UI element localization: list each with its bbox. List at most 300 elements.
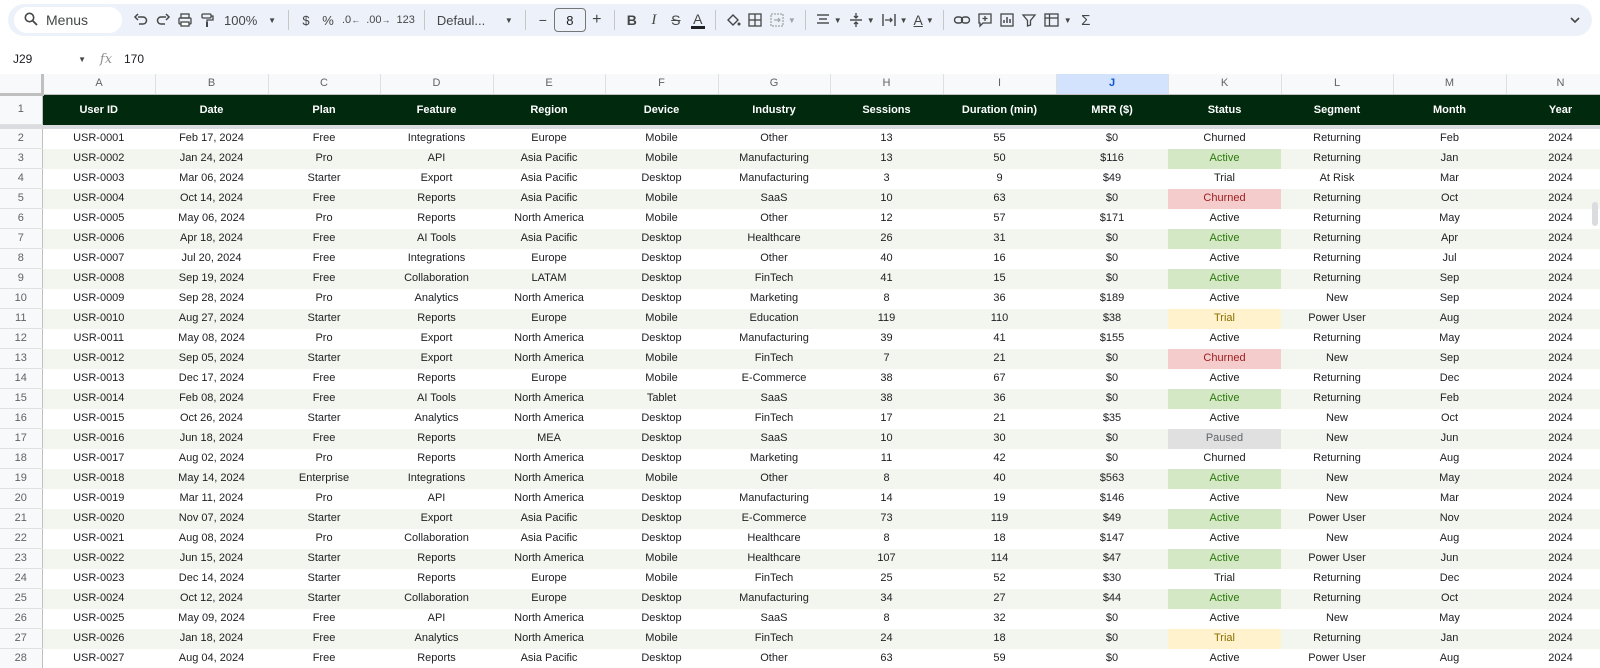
data-cell[interactable]: Desktop (605, 529, 718, 549)
data-cell[interactable]: Healthcare (718, 229, 830, 249)
data-cell[interactable]: Returning (1281, 149, 1393, 169)
data-cell[interactable]: Jun (1393, 549, 1506, 569)
data-cell[interactable]: New (1281, 409, 1393, 429)
data-cell[interactable]: 2024 (1506, 189, 1600, 209)
data-cell[interactable]: Nov (1393, 509, 1506, 529)
data-cell[interactable]: Mobile (605, 209, 718, 229)
status-cell[interactable]: Active (1168, 609, 1281, 629)
data-cell[interactable]: 119 (830, 309, 943, 329)
column-header-b[interactable]: B (155, 74, 268, 94)
header-cell[interactable]: Feature (380, 94, 493, 125)
data-cell[interactable]: Dec 17, 2024 (155, 369, 268, 389)
data-cell[interactable]: Mobile (605, 369, 718, 389)
data-cell[interactable]: 8 (830, 529, 943, 549)
data-cell[interactable]: USR-0014 (42, 389, 155, 409)
data-cell[interactable]: Free (268, 649, 380, 668)
text-rotation-button[interactable] (911, 7, 937, 33)
data-cell[interactable]: New (1281, 349, 1393, 369)
data-cell[interactable]: 67 (943, 369, 1056, 389)
status-cell[interactable]: Active (1168, 229, 1281, 249)
data-cell[interactable]: 7 (830, 349, 943, 369)
data-cell[interactable]: North America (493, 349, 605, 369)
status-cell[interactable]: Churned (1168, 189, 1281, 209)
data-cell[interactable]: Mar 11, 2024 (155, 489, 268, 509)
data-cell[interactable]: Power User (1281, 309, 1393, 329)
data-cell[interactable]: Europe (493, 369, 605, 389)
data-cell[interactable]: 38 (830, 389, 943, 409)
data-cell[interactable]: 9 (943, 169, 1056, 189)
data-cell[interactable]: 36 (943, 389, 1056, 409)
data-cell[interactable]: 3 (830, 169, 943, 189)
horizontal-align-icon[interactable] (812, 7, 845, 33)
data-cell[interactable]: Jan 24, 2024 (155, 149, 268, 169)
data-cell[interactable]: Mobile (605, 189, 718, 209)
data-cell[interactable]: Oct 26, 2024 (155, 409, 268, 429)
data-cell[interactable]: May (1393, 469, 1506, 489)
data-cell[interactable]: 30 (943, 429, 1056, 449)
comment-icon[interactable] (974, 7, 996, 33)
data-cell[interactable]: Analytics (380, 409, 493, 429)
data-cell[interactable]: 2024 (1506, 229, 1600, 249)
column-header-g[interactable]: G (718, 74, 830, 94)
data-cell[interactable]: Desktop (605, 249, 718, 269)
data-cell[interactable]: SaaS (718, 389, 830, 409)
data-cell[interactable]: Desktop (605, 429, 718, 449)
header-cell[interactable]: User ID (42, 94, 155, 125)
data-cell[interactable]: 11 (830, 449, 943, 469)
data-cell[interactable]: FinTech (718, 569, 830, 589)
data-cell[interactable]: 114 (943, 549, 1056, 569)
data-cell[interactable]: Export (380, 509, 493, 529)
column-header-h[interactable]: H (830, 74, 943, 94)
data-cell[interactable]: Free (268, 189, 380, 209)
data-cell[interactable]: Oct (1393, 589, 1506, 609)
status-cell[interactable]: Active (1168, 589, 1281, 609)
data-cell[interactable]: $38 (1056, 309, 1168, 329)
data-cell[interactable]: $47 (1056, 549, 1168, 569)
data-cell[interactable]: Europe (493, 249, 605, 269)
percent-format-button[interactable]: % (322, 12, 334, 28)
data-cell[interactable]: E-Commerce (718, 369, 830, 389)
row-number[interactable]: 17 (0, 429, 42, 449)
data-cell[interactable]: USR-0018 (42, 469, 155, 489)
data-cell[interactable]: Mobile (605, 149, 718, 169)
data-cell[interactable]: FinTech (718, 409, 830, 429)
data-cell[interactable]: 2024 (1506, 489, 1600, 509)
data-cell[interactable]: 41 (830, 269, 943, 289)
data-cell[interactable]: Jul (1393, 249, 1506, 269)
data-cell[interactable]: Reports (380, 549, 493, 569)
font-size-input[interactable]: 8 (554, 8, 586, 32)
data-cell[interactable]: 50 (943, 149, 1056, 169)
data-cell[interactable]: May 14, 2024 (155, 469, 268, 489)
column-header-c[interactable]: C (268, 74, 380, 94)
data-cell[interactable]: Reports (380, 449, 493, 469)
data-cell[interactable]: 18 (943, 629, 1056, 649)
data-cell[interactable]: 63 (830, 649, 943, 668)
data-cell[interactable]: Starter (268, 409, 380, 429)
data-cell[interactable]: Returning (1281, 229, 1393, 249)
data-cell[interactable]: 31 (943, 229, 1056, 249)
data-cell[interactable]: USR-0017 (42, 449, 155, 469)
data-cell[interactable]: Desktop (605, 329, 718, 349)
merge-cells-icon[interactable] (766, 7, 799, 33)
data-cell[interactable]: Aug 27, 2024 (155, 309, 268, 329)
row-number[interactable]: 24 (0, 569, 42, 589)
data-cell[interactable]: Starter (268, 509, 380, 529)
row-number[interactable]: 3 (0, 149, 42, 169)
data-cell[interactable]: Returning (1281, 329, 1393, 349)
data-cell[interactable]: 107 (830, 549, 943, 569)
data-cell[interactable]: Returning (1281, 189, 1393, 209)
data-cell[interactable]: Sep 05, 2024 (155, 349, 268, 369)
data-cell[interactable]: 2024 (1506, 569, 1600, 589)
column-header-j[interactable]: J (1056, 74, 1168, 94)
data-cell[interactable]: Desktop (605, 269, 718, 289)
header-cell[interactable]: Duration (min) (943, 94, 1056, 125)
data-cell[interactable]: Returning (1281, 589, 1393, 609)
data-cell[interactable]: $0 (1056, 189, 1168, 209)
data-cell[interactable]: Returning (1281, 569, 1393, 589)
data-cell[interactable]: 18 (943, 529, 1056, 549)
data-cell[interactable]: Aug (1393, 309, 1506, 329)
data-cell[interactable]: 39 (830, 329, 943, 349)
data-cell[interactable]: API (380, 149, 493, 169)
data-cell[interactable]: Free (268, 369, 380, 389)
data-cell[interactable]: Returning (1281, 209, 1393, 229)
data-cell[interactable]: Feb 17, 2024 (155, 129, 268, 149)
data-cell[interactable]: Europe (493, 569, 605, 589)
data-cell[interactable]: 2024 (1506, 389, 1600, 409)
data-cell[interactable]: USR-0013 (42, 369, 155, 389)
data-cell[interactable]: Jul 20, 2024 (155, 249, 268, 269)
data-cell[interactable]: Starter (268, 549, 380, 569)
column-header-l[interactable]: L (1281, 74, 1393, 94)
data-cell[interactable]: USR-0005 (42, 209, 155, 229)
row-number[interactable]: 28 (0, 649, 42, 668)
data-cell[interactable]: North America (493, 289, 605, 309)
data-cell[interactable]: Returning (1281, 449, 1393, 469)
data-cell[interactable]: Manufacturing (718, 169, 830, 189)
data-cell[interactable]: E-Commerce (718, 509, 830, 529)
data-cell[interactable]: Healthcare (718, 549, 830, 569)
data-cell[interactable]: Desktop (605, 409, 718, 429)
status-cell[interactable]: Paused (1168, 429, 1281, 449)
data-cell[interactable]: $49 (1056, 169, 1168, 189)
data-cell[interactable]: New (1281, 429, 1393, 449)
data-cell[interactable]: SaaS (718, 189, 830, 209)
data-cell[interactable]: 2024 (1506, 529, 1600, 549)
decrease-decimal-button[interactable] (339, 7, 363, 33)
data-cell[interactable]: 14 (830, 489, 943, 509)
strikethrough-button[interactable]: S (671, 12, 681, 28)
data-cell[interactable]: Other (718, 249, 830, 269)
data-cell[interactable]: 16 (943, 249, 1056, 269)
data-cell[interactable]: Asia Pacific (493, 149, 605, 169)
data-cell[interactable]: Mobile (605, 349, 718, 369)
data-cell[interactable]: 41 (943, 329, 1056, 349)
data-cell[interactable]: AI Tools (380, 229, 493, 249)
row-number[interactable]: 21 (0, 509, 42, 529)
data-cell[interactable]: $0 (1056, 249, 1168, 269)
data-cell[interactable]: Marketing (718, 449, 830, 469)
data-cell[interactable]: Aug 02, 2024 (155, 449, 268, 469)
status-cell[interactable]: Active (1168, 389, 1281, 409)
data-cell[interactable]: Starter (268, 309, 380, 329)
status-cell[interactable]: Active (1168, 249, 1281, 269)
status-cell[interactable]: Active (1168, 469, 1281, 489)
data-cell[interactable]: 13 (830, 129, 943, 149)
header-cell[interactable]: Device (605, 94, 718, 125)
data-cell[interactable]: API (380, 489, 493, 509)
data-cell[interactable]: Europe (493, 129, 605, 149)
data-cell[interactable]: USR-0020 (42, 509, 155, 529)
data-cell[interactable]: Mobile (605, 629, 718, 649)
status-cell[interactable]: Active (1168, 269, 1281, 289)
data-cell[interactable]: FinTech (718, 629, 830, 649)
header-cell[interactable]: Plan (268, 94, 380, 125)
row-number[interactable]: 10 (0, 289, 42, 309)
data-cell[interactable]: Desktop (605, 169, 718, 189)
status-cell[interactable]: Trial (1168, 629, 1281, 649)
data-cell[interactable]: 2024 (1506, 149, 1600, 169)
header-cell[interactable]: Year (1506, 94, 1600, 125)
data-cell[interactable]: USR-0008 (42, 269, 155, 289)
data-cell[interactable]: USR-0015 (42, 409, 155, 429)
data-cell[interactable]: Mobile (605, 129, 718, 149)
data-cell[interactable]: Manufacturing (718, 489, 830, 509)
data-cell[interactable]: 10 (830, 189, 943, 209)
row-number[interactable]: 1 (0, 94, 42, 125)
data-cell[interactable]: Apr (1393, 229, 1506, 249)
data-cell[interactable]: Manufacturing (718, 329, 830, 349)
row-number[interactable]: 16 (0, 409, 42, 429)
data-cell[interactable]: $0 (1056, 649, 1168, 668)
data-cell[interactable]: Asia Pacific (493, 529, 605, 549)
data-cell[interactable]: Free (268, 129, 380, 149)
data-cell[interactable]: Desktop (605, 609, 718, 629)
data-cell[interactable]: 2024 (1506, 309, 1600, 329)
data-cell[interactable]: $0 (1056, 369, 1168, 389)
data-cell[interactable]: Mar (1393, 489, 1506, 509)
data-cell[interactable]: Mobile (605, 569, 718, 589)
status-cell[interactable]: Active (1168, 649, 1281, 668)
status-cell[interactable]: Active (1168, 149, 1281, 169)
status-cell[interactable]: Trial (1168, 569, 1281, 589)
data-cell[interactable]: Returning (1281, 249, 1393, 269)
data-cell[interactable]: North America (493, 549, 605, 569)
row-number[interactable]: 8 (0, 249, 42, 269)
table-view-icon[interactable] (1040, 7, 1075, 33)
data-cell[interactable]: USR-0026 (42, 629, 155, 649)
data-cell[interactable]: 2024 (1506, 609, 1600, 629)
data-cell[interactable]: Asia Pacific (493, 169, 605, 189)
data-cell[interactable]: Other (718, 469, 830, 489)
column-header-a[interactable]: A (42, 74, 155, 94)
column-header-n[interactable]: N (1506, 74, 1600, 94)
data-cell[interactable]: Pro (268, 289, 380, 309)
header-cell[interactable]: Date (155, 94, 268, 125)
data-cell[interactable]: Other (718, 209, 830, 229)
data-cell[interactable]: 63 (943, 189, 1056, 209)
status-cell[interactable]: Churned (1168, 129, 1281, 149)
status-cell[interactable]: Active (1168, 209, 1281, 229)
column-header-f[interactable]: F (605, 74, 718, 94)
data-cell[interactable]: Returning (1281, 629, 1393, 649)
data-cell[interactable]: Education (718, 309, 830, 329)
data-cell[interactable]: New (1281, 529, 1393, 549)
data-cell[interactable]: Mobile (605, 309, 718, 329)
data-cell[interactable]: 40 (943, 469, 1056, 489)
data-cell[interactable]: Returning (1281, 129, 1393, 149)
data-cell[interactable]: $35 (1056, 409, 1168, 429)
data-cell[interactable]: Returning (1281, 389, 1393, 409)
data-cell[interactable]: Asia Pacific (493, 649, 605, 668)
data-cell[interactable]: Aug 08, 2024 (155, 529, 268, 549)
data-cell[interactable]: Other (718, 129, 830, 149)
data-cell[interactable]: Jun 15, 2024 (155, 549, 268, 569)
data-cell[interactable]: USR-0004 (42, 189, 155, 209)
data-cell[interactable]: LATAM (493, 269, 605, 289)
data-cell[interactable]: Free (268, 629, 380, 649)
data-cell[interactable]: Starter (268, 349, 380, 369)
status-cell[interactable]: Trial (1168, 169, 1281, 189)
data-cell[interactable]: SaaS (718, 609, 830, 629)
number-format-button[interactable]: 123 (396, 14, 415, 26)
vertical-scrollbar[interactable] (1592, 202, 1598, 226)
data-cell[interactable]: 2024 (1506, 209, 1600, 229)
data-cell[interactable]: Analytics (380, 289, 493, 309)
header-cell[interactable]: Segment (1281, 94, 1393, 125)
column-header-i[interactable]: I (943, 74, 1056, 94)
link-icon[interactable] (950, 7, 974, 33)
data-cell[interactable]: Manufacturing (718, 589, 830, 609)
data-cell[interactable]: North America (493, 629, 605, 649)
data-cell[interactable]: 55 (943, 129, 1056, 149)
data-cell[interactable]: Europe (493, 309, 605, 329)
row-number[interactable]: 4 (0, 169, 42, 189)
data-cell[interactable]: At Risk (1281, 169, 1393, 189)
data-cell[interactable]: 10 (830, 429, 943, 449)
menus-search[interactable] (14, 7, 122, 33)
row-number[interactable]: 7 (0, 229, 42, 249)
row-number[interactable]: 13 (0, 349, 42, 369)
data-cell[interactable]: 2024 (1506, 449, 1600, 469)
row-number[interactable]: 9 (0, 269, 42, 289)
data-cell[interactable]: 2024 (1506, 429, 1600, 449)
data-cell[interactable]: 19 (943, 489, 1056, 509)
data-cell[interactable]: 52 (943, 569, 1056, 589)
data-cell[interactable]: Returning (1281, 269, 1393, 289)
data-cell[interactable]: Pro (268, 529, 380, 549)
data-cell[interactable]: Asia Pacific (493, 509, 605, 529)
data-cell[interactable]: New (1281, 609, 1393, 629)
data-cell[interactable]: Jun 18, 2024 (155, 429, 268, 449)
row-number[interactable]: 5 (0, 189, 42, 209)
data-cell[interactable]: 2024 (1506, 169, 1600, 189)
data-cell[interactable]: Reports (380, 209, 493, 229)
data-cell[interactable]: Export (380, 169, 493, 189)
data-cell[interactable]: 2024 (1506, 469, 1600, 489)
data-cell[interactable]: 2024 (1506, 629, 1600, 649)
print-icon[interactable] (174, 7, 196, 33)
header-cell[interactable]: Status (1168, 94, 1281, 125)
data-cell[interactable]: Integrations (380, 469, 493, 489)
data-cell[interactable]: 110 (943, 309, 1056, 329)
data-cell[interactable]: $0 (1056, 269, 1168, 289)
data-cell[interactable]: $49 (1056, 509, 1168, 529)
data-cell[interactable]: Other (718, 649, 830, 668)
data-cell[interactable]: Reports (380, 569, 493, 589)
data-cell[interactable]: May (1393, 609, 1506, 629)
data-cell[interactable]: North America (493, 469, 605, 489)
row-number[interactable]: 22 (0, 529, 42, 549)
status-cell[interactable]: Active (1168, 489, 1281, 509)
data-cell[interactable]: Oct (1393, 189, 1506, 209)
data-cell[interactable]: Sep (1393, 269, 1506, 289)
data-cell[interactable]: 17 (830, 409, 943, 429)
data-cell[interactable]: USR-0021 (42, 529, 155, 549)
data-cell[interactable]: USR-0016 (42, 429, 155, 449)
data-cell[interactable]: Mobile (605, 469, 718, 489)
data-cell[interactable]: Oct 12, 2024 (155, 589, 268, 609)
data-cell[interactable]: Oct (1393, 409, 1506, 429)
data-cell[interactable]: Starter (268, 569, 380, 589)
data-cell[interactable]: $0 (1056, 629, 1168, 649)
header-cell[interactable]: Month (1393, 94, 1506, 125)
data-cell[interactable]: Aug 04, 2024 (155, 649, 268, 668)
data-cell[interactable]: 32 (943, 609, 1056, 629)
data-cell[interactable]: USR-0009 (42, 289, 155, 309)
header-cell[interactable]: Region (493, 94, 605, 125)
data-cell[interactable]: Desktop (605, 649, 718, 668)
fill-color-icon[interactable] (722, 7, 744, 33)
text-color-button[interactable] (687, 7, 709, 33)
undo-icon[interactable] (130, 7, 152, 33)
data-cell[interactable]: $189 (1056, 289, 1168, 309)
data-cell[interactable]: Power User (1281, 509, 1393, 529)
data-cell[interactable]: 2024 (1506, 329, 1600, 349)
data-cell[interactable]: USR-0011 (42, 329, 155, 349)
data-cell[interactable]: 2024 (1506, 269, 1600, 289)
data-cell[interactable]: Asia Pacific (493, 189, 605, 209)
data-cell[interactable]: SaaS (718, 429, 830, 449)
status-cell[interactable]: Active (1168, 509, 1281, 529)
data-cell[interactable]: Dec 14, 2024 (155, 569, 268, 589)
data-cell[interactable]: May (1393, 209, 1506, 229)
data-cell[interactable]: Reports (380, 309, 493, 329)
status-cell[interactable]: Churned (1168, 449, 1281, 469)
data-cell[interactable]: MEA (493, 429, 605, 449)
data-cell[interactable]: USR-0012 (42, 349, 155, 369)
data-cell[interactable]: Desktop (605, 509, 718, 529)
data-cell[interactable]: Pro (268, 329, 380, 349)
data-cell[interactable]: Free (268, 609, 380, 629)
data-cell[interactable]: USR-0019 (42, 489, 155, 509)
data-cell[interactable]: 8 (830, 289, 943, 309)
data-cell[interactable]: Asia Pacific (493, 229, 605, 249)
data-cell[interactable]: $0 (1056, 429, 1168, 449)
data-cell[interactable]: 42 (943, 449, 1056, 469)
data-cell[interactable]: Europe (493, 589, 605, 609)
data-cell[interactable]: AI Tools (380, 389, 493, 409)
data-cell[interactable]: USR-0001 (42, 129, 155, 149)
data-cell[interactable]: Feb (1393, 389, 1506, 409)
data-cell[interactable]: Collaboration (380, 589, 493, 609)
data-cell[interactable]: Export (380, 329, 493, 349)
header-cell[interactable]: MRR ($) (1056, 94, 1168, 125)
data-cell[interactable]: Mar (1393, 169, 1506, 189)
